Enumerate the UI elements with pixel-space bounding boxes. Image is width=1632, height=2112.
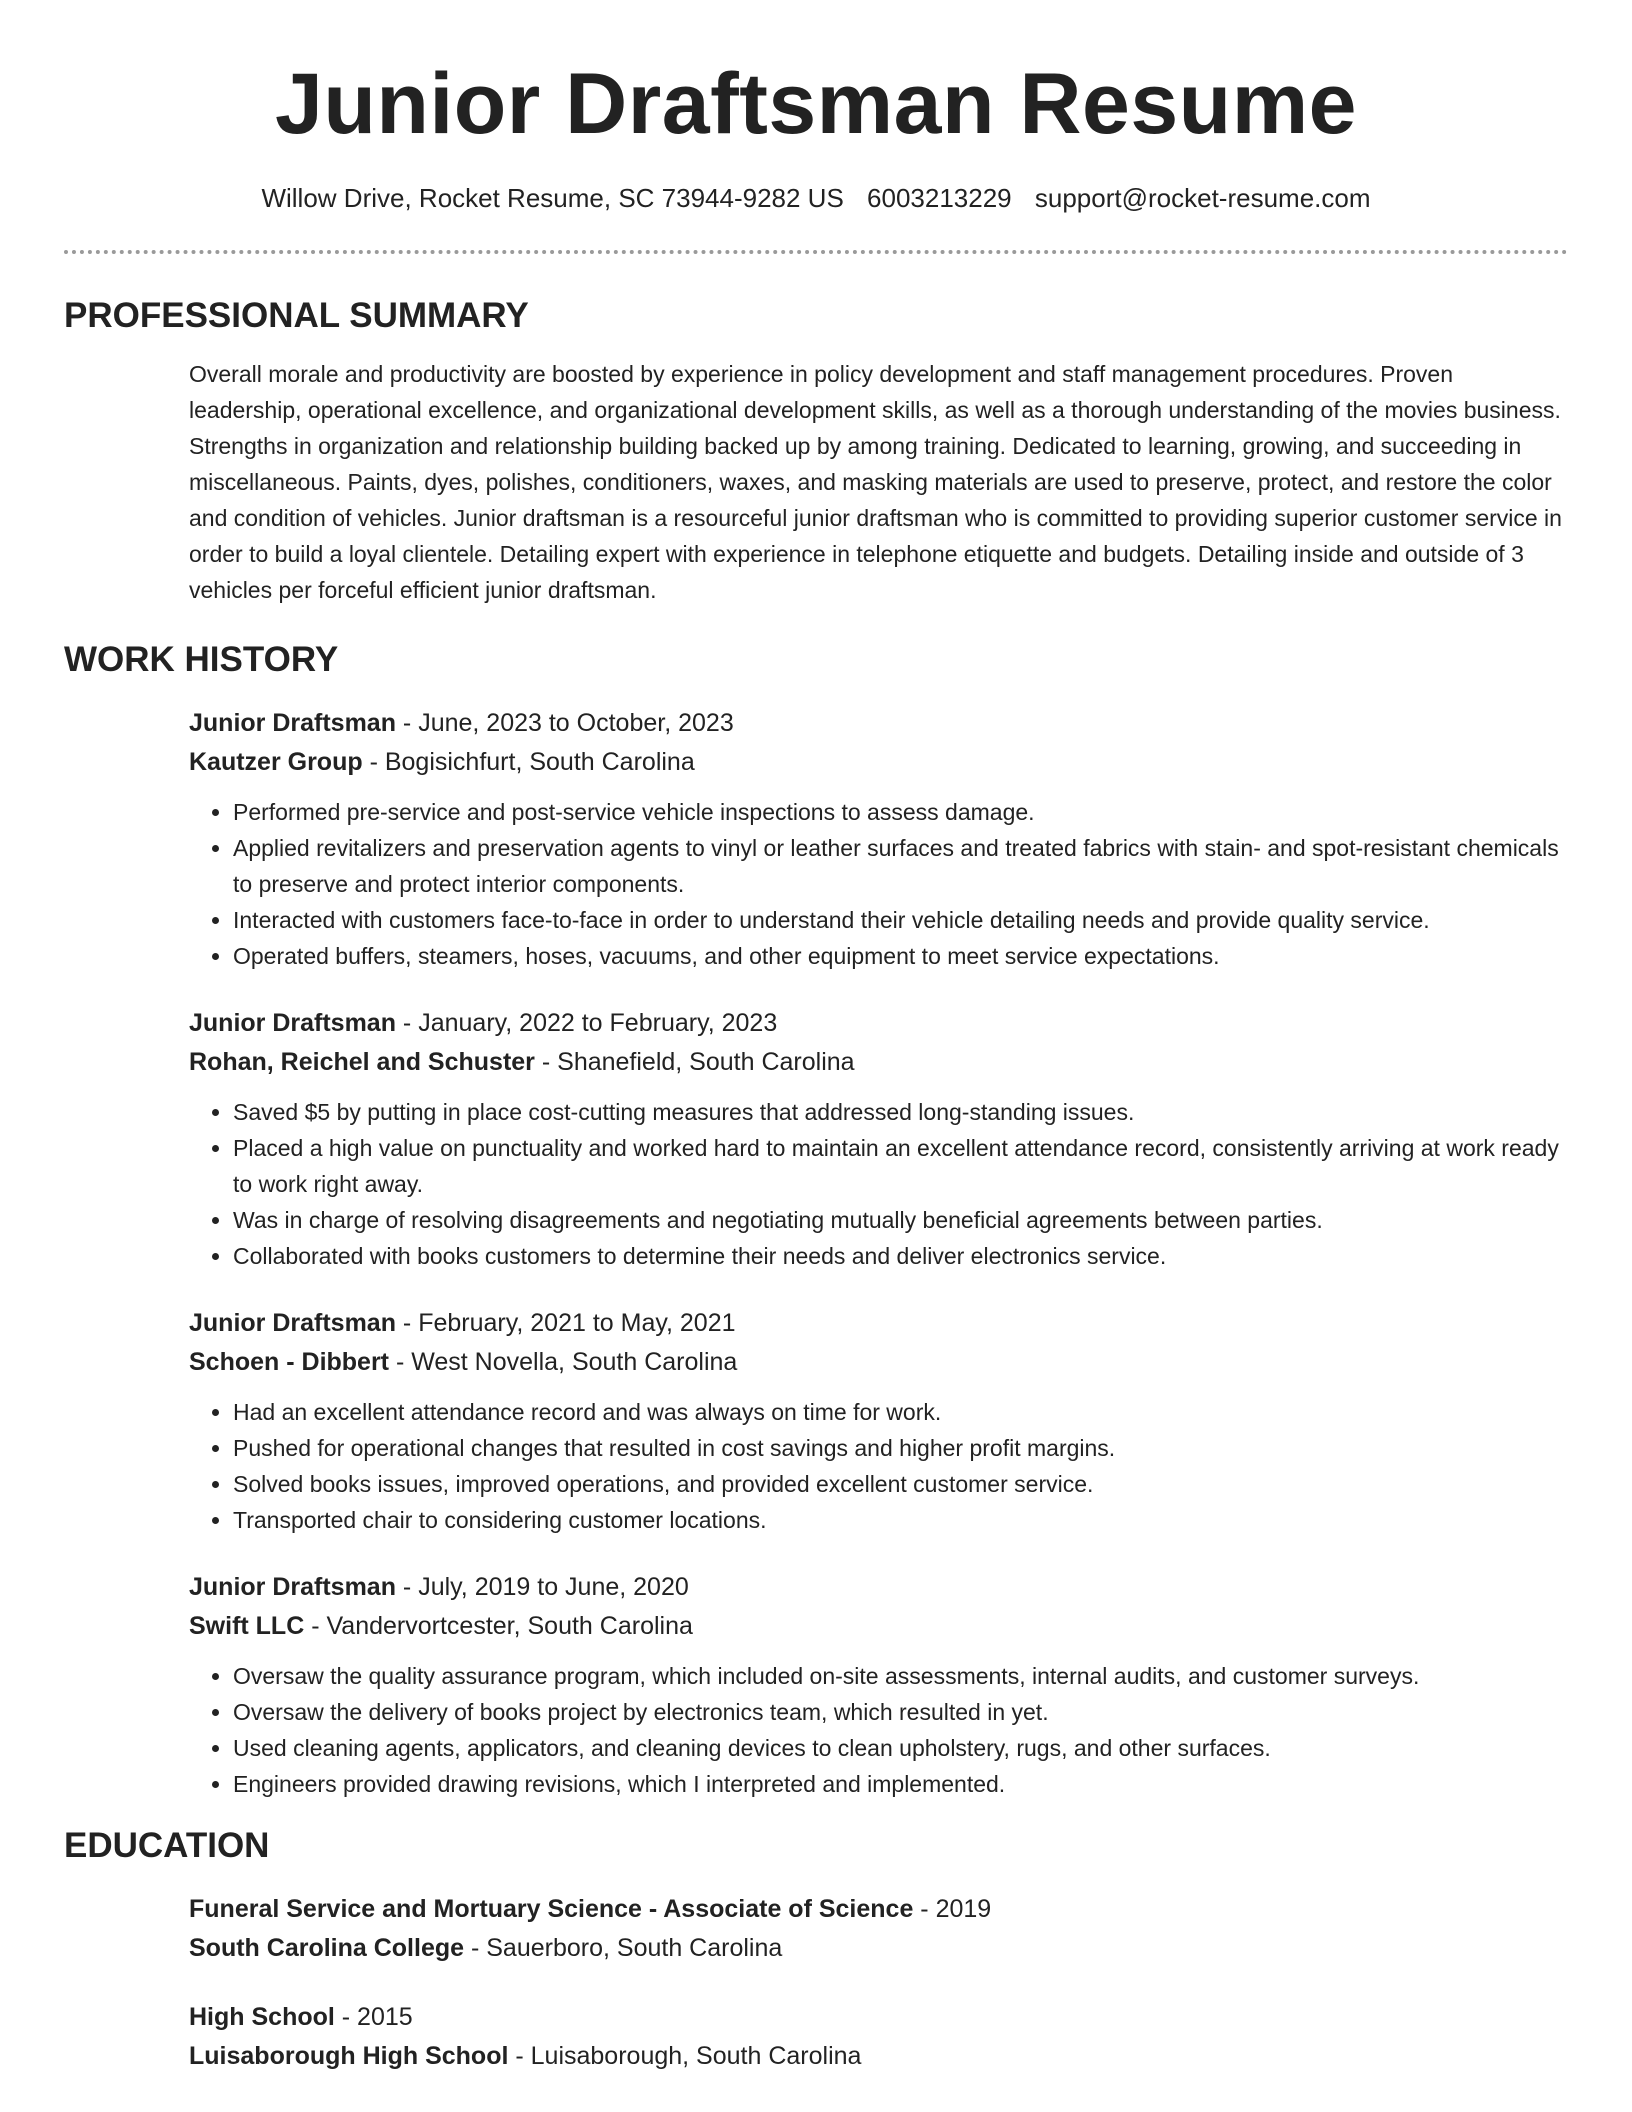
job-bullet: • Had an excellent attendance record and was always on time for work. xyxy=(233,1394,1568,1430)
job-bullet-list xyxy=(189,1394,1568,1538)
education-year: - 2015 xyxy=(334,2003,413,2031)
job-title: Junior Draftsman xyxy=(189,1309,396,1337)
education-entry xyxy=(189,1890,1568,1968)
education-list xyxy=(64,1890,1568,2076)
summary-heading: PROFESSIONAL SUMMARY xyxy=(64,296,529,335)
work-history-section xyxy=(64,638,1568,1802)
job-dates: - January, 2022 to February, 2023 xyxy=(395,1009,778,1037)
job-title-line xyxy=(189,1568,1568,1607)
job-location: - Vandervortcester, South Carolina xyxy=(304,1612,693,1640)
work-history-heading: WORK HISTORY xyxy=(64,640,339,679)
education-degree: High School xyxy=(189,2003,335,2031)
education-entry xyxy=(189,1998,1568,2076)
resume-title: Junior Draftsman Resume xyxy=(274,56,1357,152)
job-bullet: • Interacted with customers face-to-face in order to understand their vehicle detailing needs and provide quality service. xyxy=(233,902,1568,938)
education-heading: EDUCATION xyxy=(64,1826,270,1865)
job-bullet: • Oversaw the quality assurance program, which included on-site assessments, internal audits, and customer surveys. xyxy=(233,1658,1568,1694)
contact-email: support@rocket-resume.com xyxy=(1034,183,1371,213)
education-location: - Sauerboro, South Carolina xyxy=(464,1934,783,1962)
education-school-line xyxy=(189,1929,1568,1968)
job-dates: - February, 2021 to May, 2021 xyxy=(395,1309,736,1337)
job-company-line xyxy=(189,743,1568,782)
job-title-line xyxy=(189,1004,1568,1043)
education-school: South Carolina College xyxy=(189,1934,465,1962)
job-dates: - June, 2023 to October, 2023 xyxy=(395,709,734,737)
job-bullet: • Collaborated with books customers to determine their needs and deliver electronics service. xyxy=(233,1238,1568,1274)
education-school-line xyxy=(189,2037,1568,2076)
job-company-line xyxy=(189,1607,1568,1646)
education-location: - Luisaborough, South Carolina xyxy=(508,2042,862,2070)
education-degree-line xyxy=(189,1998,1568,2037)
education-degree-line xyxy=(189,1890,1568,1929)
education-school: Luisaborough High School xyxy=(189,2042,509,2070)
job-bullet-list xyxy=(189,1658,1568,1802)
summary-text: Overall morale and productivity are boosted by experience in policy development and staff management procedures. Proven leadership, operational excellence, and organizational development skills, as well as a thorough understanding of the movies business. Strengths in organization and relationship building backed up by among training. Dedicated to learning, growing, and succeeding in miscellaneous. Paints, dyes, polishes, conditioners, waxes, and masking materials are used to preserve, protect, and restore the color and condition of vehicles. Junior draftsman is a resourceful junior draftsman who is committed to providing superior customer service in order to build a loyal clientele. Detailing expert with experience in telephone etiquette and budgets. Detailing inside and outside of 3 vehicles per forceful efficient junior draftsman. xyxy=(189,361,1562,603)
job-title: Junior Draftsman xyxy=(189,1573,396,1601)
job-bullet: • Used cleaning agents, applicators, and cleaning devices to clean upholstery, rugs, and other surfaces. xyxy=(233,1730,1568,1766)
job-bullet: • Was in charge of resolving disagreements and negotiating mutually beneficial agreements between parties. xyxy=(233,1202,1568,1238)
job-bullet-list xyxy=(189,1094,1568,1274)
resume-page xyxy=(64,0,1568,2076)
job-title-line xyxy=(189,1304,1568,1343)
job-bullet: • Saved $5 by putting in place cost-cutting measures that addressed long-standing issues. xyxy=(233,1094,1568,1130)
job-entry xyxy=(189,1568,1568,1802)
job-company: Rohan, Reichel and Schuster xyxy=(189,1048,535,1076)
job-bullet: • Oversaw the delivery of books project by electronics team, which resulted in yet. xyxy=(233,1694,1568,1730)
contact-phone: 6003213229 xyxy=(867,183,1012,213)
education-section xyxy=(64,1824,1568,2076)
job-company-line xyxy=(189,1043,1568,1082)
job-company: Kautzer Group xyxy=(189,748,363,776)
job-title: Junior Draftsman xyxy=(189,1009,396,1037)
job-bullet: • Engineers provided drawing revisions, which I interpreted and implemented. xyxy=(233,1766,1568,1802)
job-company-line xyxy=(189,1343,1568,1382)
job-bullet-list xyxy=(189,794,1568,974)
education-year: - 2019 xyxy=(913,1895,992,1923)
job-dates: - July, 2019 to June, 2020 xyxy=(395,1573,689,1601)
job-location: - Bogisichfurt, South Carolina xyxy=(362,748,695,776)
job-entry xyxy=(189,1004,1568,1274)
job-bullet: • Transported chair to considering customer locations. xyxy=(233,1502,1568,1538)
job-location: - Shanefield, South Carolina xyxy=(534,1048,855,1076)
contact-line xyxy=(64,180,1568,216)
job-bullet: • Placed a high value on punctuality and worked hard to maintain an excellent attendance record, consistently arriving at work ready to work right away. xyxy=(233,1130,1568,1202)
job-entry xyxy=(189,1304,1568,1538)
job-company: Swift LLC xyxy=(189,1612,305,1640)
job-title-line xyxy=(189,704,1568,743)
header-divider xyxy=(64,250,1568,254)
education-degree: Funeral Service and Mortuary Science - Associate of Science xyxy=(189,1895,914,1923)
job-location: - West Novella, South Carolina xyxy=(389,1348,738,1376)
job-list xyxy=(64,704,1568,1802)
job-bullet: • Operated buffers, steamers, hoses, vacuums, and other equipment to meet service expectations. xyxy=(233,938,1568,974)
job-bullet: • Pushed for operational changes that resulted in cost savings and higher profit margins. xyxy=(233,1430,1568,1466)
job-title: Junior Draftsman xyxy=(189,709,396,737)
summary-section xyxy=(64,294,1568,608)
job-bullet: • Solved books issues, improved operations, and provided excellent customer service. xyxy=(233,1466,1568,1502)
job-entry xyxy=(189,704,1568,974)
job-company: Schoen - Dibbert xyxy=(189,1348,390,1376)
contact-address: Willow Drive, Rocket Resume, SC 73944-9282 US xyxy=(261,183,844,213)
job-bullet: • Applied revitalizers and preservation agents to vinyl or leather surfaces and treated fabrics with stain- and spot-resistant chemicals to preserve and protect interior components. xyxy=(233,830,1568,902)
job-bullet: • Performed pre-service and post-service vehicle inspections to assess damage. xyxy=(233,794,1568,830)
